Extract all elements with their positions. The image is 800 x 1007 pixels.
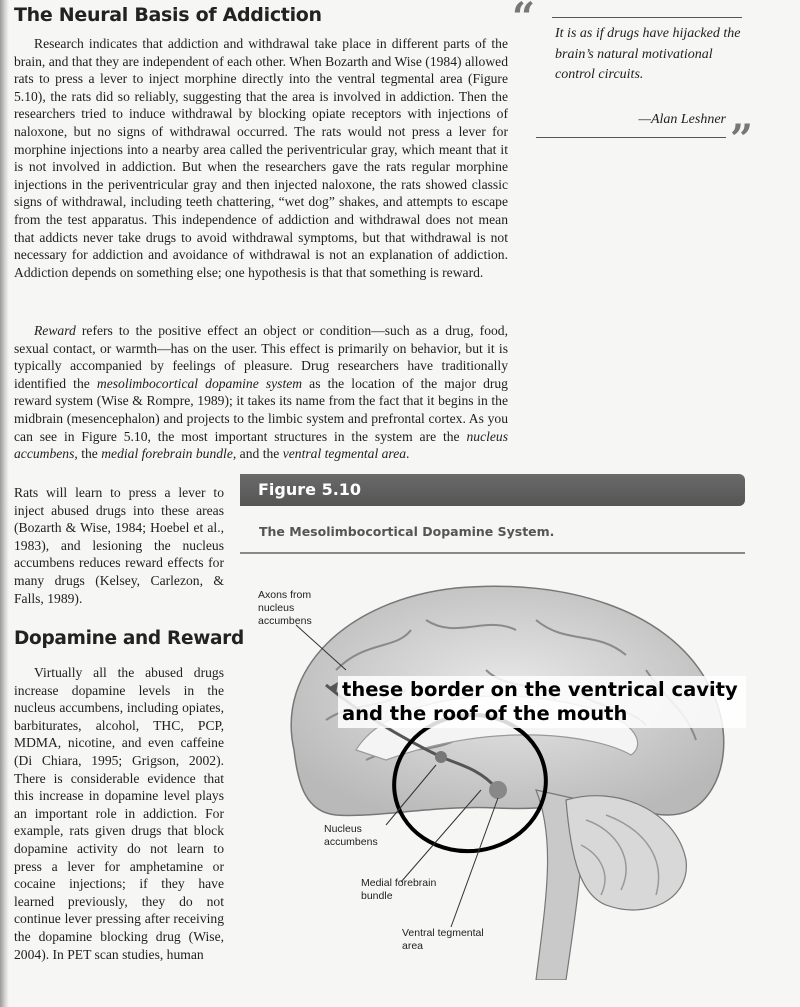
quote-top-rule (552, 17, 742, 18)
label-axons-3: accumbens (258, 615, 312, 627)
reward-text-a: refers to the positive effect an object or condition—such as a drug, food, sexual contact, or warmth—has on the user. This effect is primarily on behavior, but it is typically accompanied by feelings of pleasure. Drug researchers have traditionally identified the (14, 323, 508, 391)
label-mfb-1: Medial forebrain (361, 877, 437, 889)
figure-title: The Mesolimbocortical Dopamine System. (259, 524, 555, 539)
nucleus-accumbens-dot (435, 751, 447, 763)
quote-text: It is as if drugs have hijacked the brain’s natural motivational control circuits. (555, 26, 741, 82)
label-vta-2: area (402, 940, 424, 952)
section-heading-dopamine-reward: Dopamine and Reward (14, 628, 244, 649)
close-quote-icon: ” (730, 116, 754, 163)
open-quote-icon: “ (512, 0, 536, 41)
term-nucleus-accumbens: nucleus accumbens (14, 428, 508, 462)
term-ventral-tegmental-area: ventral tegmental area (282, 446, 407, 462)
reward-text-c: , the (74, 446, 102, 462)
term-mesolimbocortical: mesolimbocortical dopamine system (96, 375, 303, 391)
leader-vta (451, 798, 498, 927)
figure-rule (240, 552, 745, 554)
reward-text-d: , and the (232, 446, 283, 462)
figure-label-bar (240, 474, 745, 506)
paragraph-rats-lever: Rats will learn to press a lever to inject abused drugs into these areas (Bozarth & Wise, 1984; Hoebel et al., 1983), and lesioning the nucleus accumbens reduces reward effects for many drugs (Kelsey, Carlezon, & Falls, 1989). (14, 485, 224, 606)
label-axons-2: nucleus (258, 602, 295, 614)
section-heading-neural-basis: The Neural Basis of Addiction (14, 4, 322, 26)
term-medial-forebrain-bundle: medial forebrain bundle (101, 446, 233, 462)
page-spine-shadow (0, 0, 9, 1007)
paragraph-addiction-withdrawal: Research indicates that addiction and withdrawal take place in different parts of the brain, and that they are independent of each other. When Bozarth and Wise (1984) allowed rats to press a lever to inject morphine directly into the ventral tegmental area (Figure 5.10), the rats did so reliably, suggesting that the area is involved in addiction. Then the researchers tried to induce withdrawal by blocking opiate receptors with injections of naloxone, but no signs of withdrawal occurred. The rats would not press a lever for morphine injections into a nearby area called the periventricular gray, which meant that it is not involved in addiction. But when the researchers gave the rats regular morphine injections in the periventricular gray and then injected naloxone, the rats showed classic signs of withdrawal, including teeth chattering, “wet dog” shakes, and attempts to escape from the test apparatus. This independence of addiction and withdrawal does not mean that addicts never take drugs to avoid withdrawal symptoms, but that withdrawal is not necessary for addiction and avoidance of withdrawal is not an explanation of addiction. Addiction depends on something else; one hypothesis is that that something is reward. (14, 36, 508, 280)
paragraph-dopamine-levels: Virtually all the abused drugs increase dopamine levels in the nucleus accumbens, including opiates, barbiturates, alcohol, THC, PCP, MDMA, nicotine, and even caffeine (Di Chiara, 1995; Grigson, 2002). There is considerable evidence that this increase in dopamine level plays an important role in addiction. For example, rats given drugs that block dopamine activity do not learn to press a lever for amphetamine or cocaine injections; if they have learned previously, they do not continue lever pressing after receiving the dopamine blocking drug (Wise, 2004). In PET scan studies, human (14, 665, 224, 962)
pull-quote (508, 0, 768, 163)
ventral-tegmental-dot (489, 781, 507, 799)
quote-bottom-rule (536, 137, 726, 138)
figure-label: Figure 5.10 (258, 480, 362, 499)
label-nucleus-2: accumbens (324, 836, 378, 848)
reward-text-e: . (406, 446, 410, 462)
label-vta-1: Ventral tegmental (402, 927, 484, 939)
term-reward: Reward (34, 323, 76, 338)
brain-illustration (236, 560, 776, 980)
label-axons-1: Axons from (258, 589, 312, 601)
reward-text-b: as the location of the major drug reward system (Wise & Rompre, 1989); it takes its name from the fact that it begins in the midbrain (mesencephalon) and projects to the limbic system and prefrontal cortex. As you can see in Figure 5.10, the most important structures in the system are the (14, 375, 508, 444)
label-nucleus-1: Nucleus (324, 823, 362, 835)
label-mfb-2: bundle (361, 890, 393, 902)
quote-author: —Alan Leshner (638, 112, 726, 127)
paragraph-reward-definition (14, 322, 508, 463)
handwritten-annotation: these border on the ventrical cavity and the roof of the mouth (338, 676, 746, 728)
